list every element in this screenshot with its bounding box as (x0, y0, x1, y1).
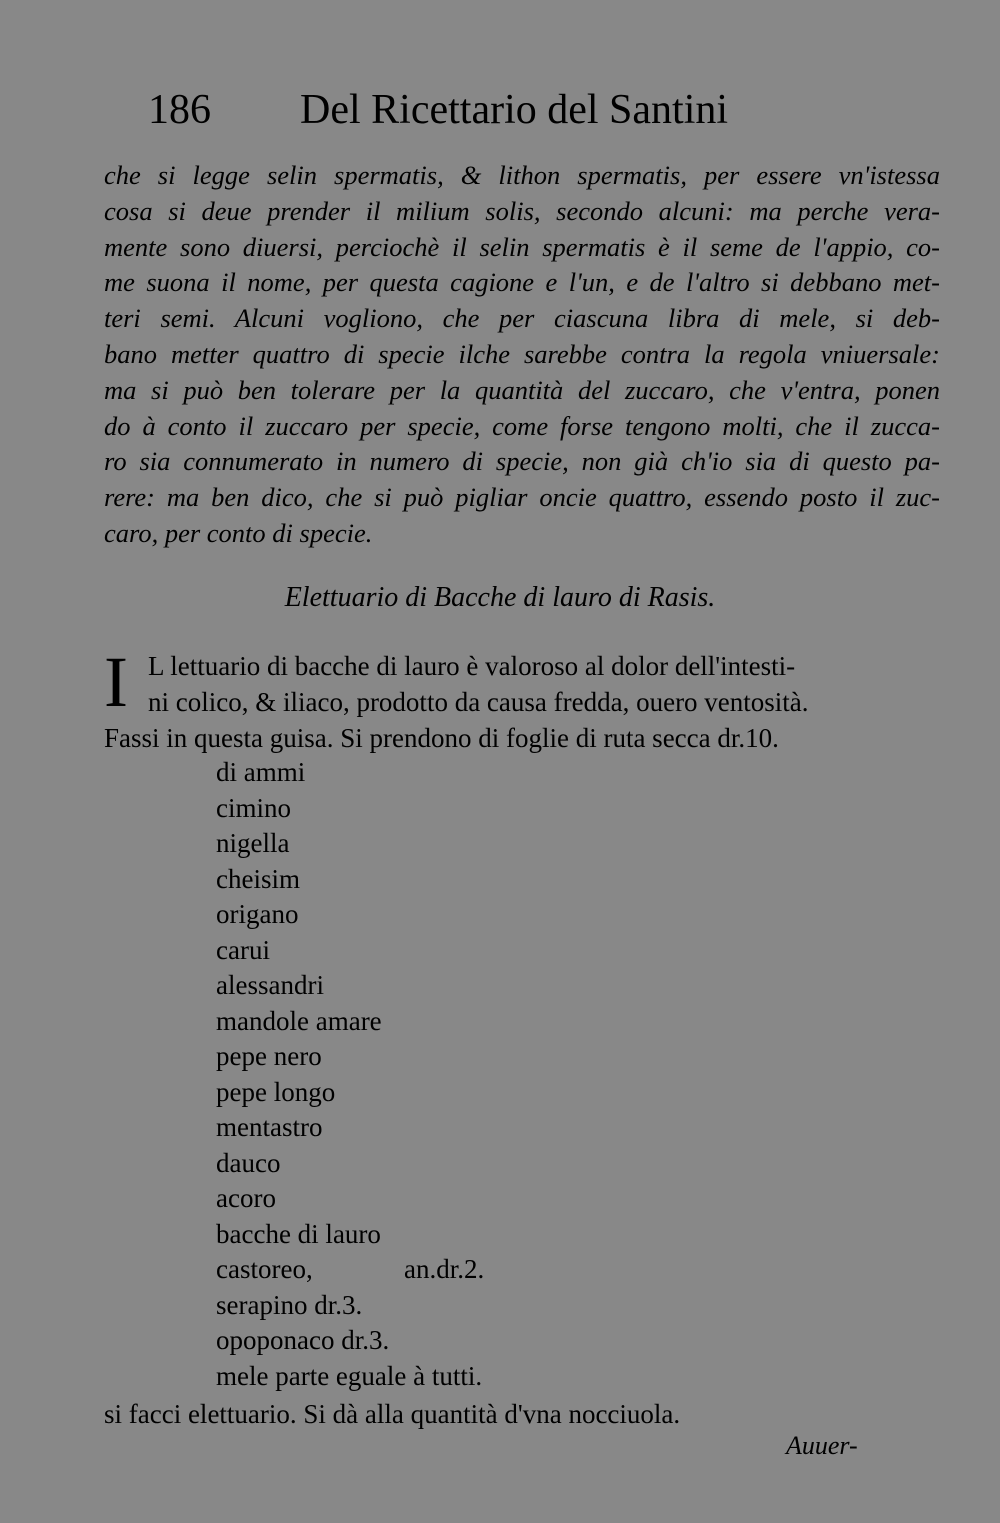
list-item: origano (216, 899, 299, 929)
ingredient-quantity: an.dr.2. (404, 1254, 485, 1284)
list-item: nigella (216, 828, 290, 858)
text-line: do à conto il zuccaro per specie, come forse tengono molti, che il zucca- (104, 410, 940, 441)
list-item: acoro (216, 1183, 276, 1213)
recipe-intro (104, 642, 940, 756)
text-line: mente sono diuersi, perciochè il selin spermatis è il seme de l'appio, co- (104, 231, 940, 262)
text-line: ma si può ben tolerare per la quantità del zuccaro, che v'entra, ponen (104, 374, 940, 405)
list-item: pepe nero (216, 1041, 322, 1071)
ingredient-name: castoreo, (216, 1254, 313, 1284)
text-line: L lettuario di bacche di lauro è valoroso al dolor dell'intesti- (148, 651, 796, 681)
text-line: me suona il nome, per questa cagione e l'un, e de l'altro si debbano met- (104, 267, 940, 298)
text-line: teri semi. Alcuni vogliono, che per ciascuna libra di mele, si deb- (104, 303, 940, 334)
page-number: 186 (148, 87, 211, 133)
list-item: pepe longo (216, 1076, 336, 1107)
list-item: cimino (216, 792, 291, 823)
list-item: alessandri (216, 970, 324, 1000)
list-item: di ammi (216, 757, 306, 787)
page-header (148, 80, 848, 140)
drop-cap: I (104, 642, 128, 722)
section-title: Elettuario di Bacche di lauro di Rasis. (284, 582, 716, 613)
list-item: bacche di lauro (216, 1218, 381, 1249)
italic-paragraph (104, 158, 940, 552)
list-item: carui (216, 934, 270, 965)
catchword: Auuer- (786, 1431, 858, 1460)
list-item (216, 1252, 816, 1288)
text-line: cosa si deue prender il milium solis, secondo alcuni: ma perche vera- (104, 195, 940, 226)
text-line: ni colico, & iliaco, prodotto da causa fredda, ouero ventosità. (148, 687, 809, 717)
list-item: cheisim (216, 863, 300, 894)
list-item: mele parte eguale à tutti. (216, 1360, 483, 1391)
text-line: Fassi in questa guisa. Si prendono di foglie di ruta secca dr.10. (104, 723, 779, 753)
text-line: che si legge selin spermatis, & lithon spermatis, per essere vn'istessa (104, 160, 940, 190)
running-title: Del Ricettario del Santini (300, 87, 729, 133)
text-line: rere: ma ben dico, che si può pigliar oncie quattro, essendo posto il zuc- (104, 482, 940, 513)
text-line: ro sia connumerato in numero di specie, non già ch'io sia di questo pa- (104, 446, 940, 477)
list-item: dauco (216, 1147, 281, 1178)
closing-line: si facci elettuario. Si dà alla quantità d'vna nocciuola. (104, 1399, 681, 1429)
list-item: mentastro (216, 1112, 323, 1142)
text-line: bano metter quattro di specie ilche sarebbe contra la regola vniuersale: (104, 338, 940, 369)
text-line: caro, per conto di specie. (104, 517, 373, 548)
ingredient-list (216, 755, 816, 1394)
list-item: mandole amare (216, 1005, 382, 1036)
list-item: serapino dr.3. (216, 1289, 363, 1320)
list-item: opoponaco dr.3. (216, 1325, 390, 1355)
